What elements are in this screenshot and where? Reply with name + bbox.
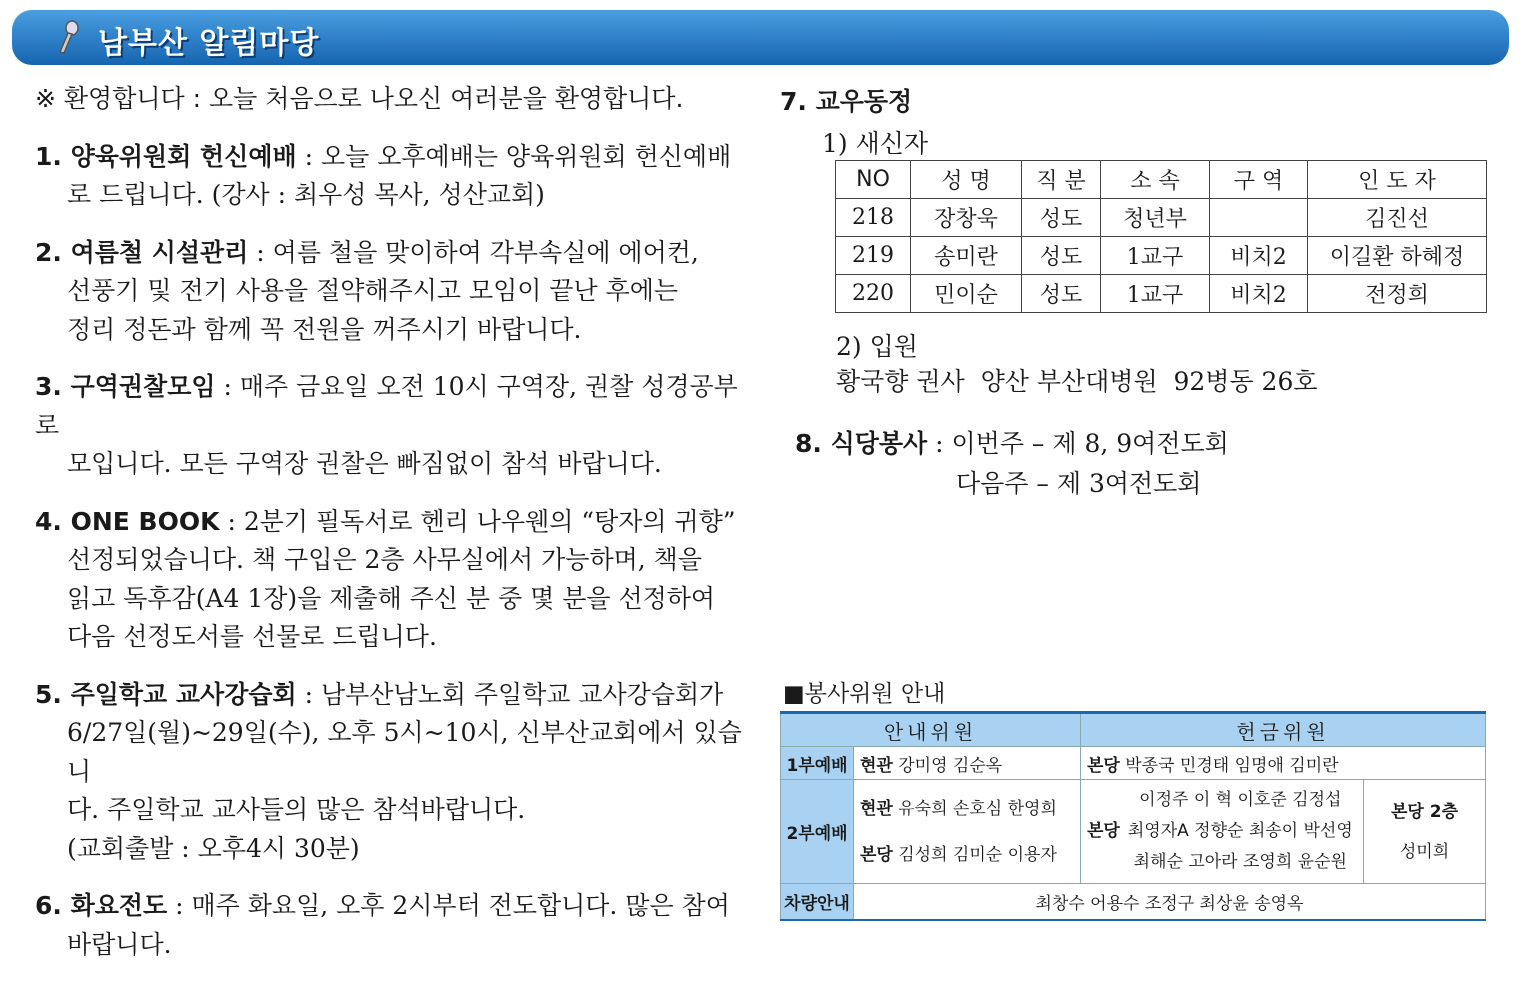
notice-text: : 남부산남노회 주일학교 교사강습회가	[296, 679, 724, 709]
notice-title: 1. 양육위원회 헌신예배	[35, 141, 297, 171]
page-title: 남부산 알림마당	[98, 26, 320, 61]
notice-line: 다음 선정도서를 선물로 드립니다.	[67, 622, 437, 651]
notice-text: : 매주 화요일, 오후 2시부터 전도합니다. 많은 참여	[167, 891, 730, 920]
section7-sub1: 1) 새신자	[822, 129, 929, 158]
cell: 1교구	[1101, 237, 1210, 275]
key: 본당 2층	[1390, 801, 1458, 822]
cell: 송미란	[911, 237, 1022, 275]
table-row	[781, 780, 1486, 884]
key: 현관	[860, 755, 893, 776]
notice-text: : 2분기 필독서로 헨리 나우웬의 “탕자의 귀향”	[219, 506, 736, 536]
cell: 이길환 하혜정	[1308, 237, 1487, 275]
cell: 전정희	[1308, 275, 1487, 313]
key: 본당	[1087, 821, 1120, 841]
col-dept: 소 속	[1101, 161, 1210, 199]
microphone-icon	[52, 20, 86, 56]
table-row	[781, 884, 1486, 920]
notice-text: : 오늘 오후예배는 양육위원회 헌신예배	[296, 141, 732, 171]
names: 최창수 어용수 조정구 최상윤 송영옥	[854, 884, 1486, 920]
notice-item	[35, 234, 745, 350]
cell: 민이순	[911, 275, 1022, 313]
section8	[795, 424, 1229, 460]
cell: 성도	[1022, 237, 1101, 275]
offering-header: 헌금위원	[1081, 713, 1486, 747]
cell	[1210, 199, 1308, 237]
key: 본당	[860, 844, 893, 865]
cell: 220	[836, 275, 911, 313]
table-row	[836, 199, 1487, 237]
notice-line: 다. 주일학교 교사들의 많은 참석바랍니다.	[67, 795, 526, 824]
cell: 청년부	[1101, 199, 1210, 237]
notice-title: 5. 주일학교 교사강습회	[35, 679, 297, 709]
service-header-row	[781, 713, 1486, 747]
service-title: ■봉사위원 안내	[783, 681, 946, 707]
table-row	[836, 275, 1487, 313]
notice-line: 읽고 독후감(A4 1장)을 제출해 주신 분 중 몇 분을 선정하여	[67, 583, 716, 613]
notice-line: 선풍기 및 전기 사용을 절약해주시고 모임이 끝난 후에는	[67, 276, 679, 305]
notice-item	[35, 676, 745, 869]
cell: 비치2	[1210, 275, 1308, 313]
cell: 장창욱	[911, 199, 1022, 237]
names: 김성희 김미순 이용자	[892, 844, 1057, 865]
newcomer-table	[835, 160, 1487, 313]
notice-title: 4. ONE BOOK	[35, 506, 220, 536]
section8-line2: 다음주 – 제 3여전도회	[956, 469, 1202, 498]
notice-line: 바랍니다.	[67, 929, 172, 959]
notice-item	[35, 368, 745, 484]
left-column	[35, 80, 745, 983]
cell: 1교구	[1101, 275, 1210, 313]
col-title: 직 분	[1022, 161, 1101, 199]
col-guide: 인 도 자	[1308, 161, 1487, 199]
names: 이정주 이 혁 이호준 김정섭	[1139, 790, 1342, 810]
usher-header: 안내위원	[781, 713, 1081, 747]
cell: 성도	[1022, 275, 1101, 313]
section8-title: 8. 식당봉사	[795, 429, 928, 458]
cell: 218	[836, 199, 911, 237]
section8-line1: : 이번주 – 제 8, 9여전도회	[927, 429, 1229, 458]
names: 최해순 고아라 조영희 윤순원	[1133, 852, 1347, 872]
col-name: 성 명	[911, 161, 1022, 199]
notice-title: 3. 구역권찰모임	[35, 372, 216, 401]
section7-title: 7. 교우동정	[780, 87, 913, 116]
notice-title: 6. 화요전도	[35, 891, 168, 920]
row-label: 1부예배	[781, 747, 854, 780]
table-row	[836, 237, 1487, 275]
service-table	[780, 711, 1486, 921]
hospital-info: 황국향 권사 양산 부산대병원 92병동 26호	[836, 367, 1318, 396]
notice-line: (교회출발 : 오후4시 30분)	[67, 833, 360, 863]
notice-text: : 여름 철을 맞이하여 각부속실에 에어컨,	[248, 237, 699, 267]
names: 성미희	[1399, 841, 1450, 862]
notice-title: 2. 여름철 시설관리	[35, 237, 249, 267]
key: 현관	[860, 798, 893, 819]
notice-item	[35, 503, 745, 657]
notice-line: 정리 정돈과 함께 꼭 전원을 꺼주시기 바랍니다.	[67, 314, 582, 344]
row-label: 차량안내	[781, 884, 854, 920]
notice-line: 6/27일(월)~29일(수), 오후 5시~10시, 신부산교회에서 있습니	[67, 718, 742, 786]
cell: 219	[836, 237, 911, 275]
table-row	[781, 747, 1486, 780]
section7-sub2: 2) 입원	[836, 332, 918, 361]
notice-line: 모입니다. 모든 구역장 권찰은 빠짐없이 참석 바랍니다.	[67, 449, 662, 478]
notice-item	[35, 138, 745, 215]
col-no: NO	[836, 161, 911, 199]
names: 박종국 민경태 임명애 김미란	[1119, 755, 1339, 776]
header-banner	[12, 10, 1509, 65]
col-area: 구 역	[1210, 161, 1308, 199]
cell: 성도	[1022, 199, 1101, 237]
table-header-row	[836, 161, 1487, 199]
names: 최영자A 정향순 최송이 박선영	[1127, 821, 1353, 841]
cell: 비치2	[1210, 237, 1308, 275]
names: 유숙희 손호심 한영희	[892, 798, 1057, 819]
notice-line: 로 드립니다. (강사 : 최우성 목사, 성산교회)	[67, 180, 545, 209]
names: 강미영 김순옥	[892, 755, 1003, 776]
notice-line: 선정되었습니다. 책 구입은 2층 사무실에서 가능하며, 책을	[67, 545, 702, 574]
right-column	[780, 80, 1500, 160]
notice-item	[35, 887, 745, 964]
cell: 김진선	[1308, 199, 1487, 237]
welcome-text: ※ 환영합니다 : 오늘 처음으로 나오신 여러분을 환영합니다.	[35, 84, 684, 113]
row-label: 2부예배	[781, 780, 854, 884]
key: 본당	[1087, 755, 1120, 776]
notice-text: : 매주 금요일 오전 10시 구역장, 권찰 성경공부로	[35, 372, 738, 440]
